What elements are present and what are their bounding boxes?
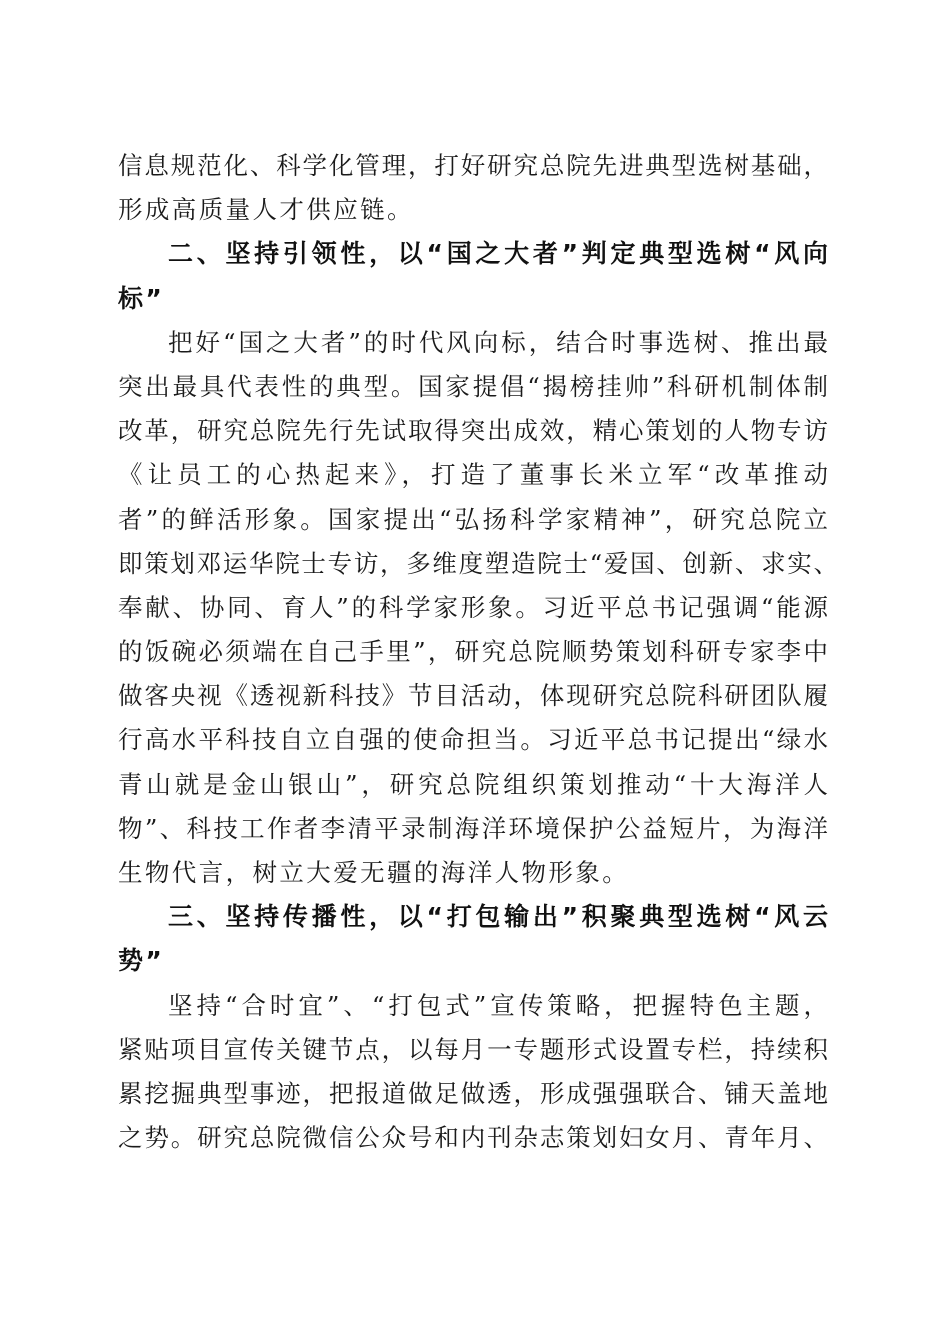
section-heading-continuation: 标”: [118, 283, 165, 313]
section-heading: 二、坚持引领性，以“国之大者”判定典型选树“风向: [168, 239, 828, 269]
paragraph-line: 累挖掘典型事迹，把报道做足做透，形成强强联合、铺天盖地: [118, 1078, 828, 1108]
paragraph-line: 紧贴项目宣传关键节点，以每月一专题形式设置专栏，持续积: [118, 1034, 828, 1064]
paragraph-line: 物”、科技工作者李清平录制海洋环境保护公益短片，为海洋: [118, 813, 828, 843]
paragraph-line: 做客央视《透视新科技》节目活动，体现研究总院科研团队履: [118, 681, 828, 711]
paragraph-line: 形成高质量人才供应链。: [118, 195, 414, 225]
paragraph-line: 即策划邓运华院士专访，多维度塑造院士“爱国、创新、求实、: [118, 548, 838, 578]
paragraph-line: 《让员工的心热起来》，打造了董事长米立军“改革推动: [118, 460, 828, 490]
paragraph-line: 行高水平科技自立自强的使命担当。习近平总书记提出“绿水: [118, 725, 828, 755]
section-heading-continuation: 势”: [118, 946, 165, 976]
paragraph-line: 之势。研究总院微信公众号和内刊杂志策划妇女月、青年月、: [118, 1123, 828, 1153]
paragraph-line: 奉献、协同、育人”的科学家形象。习近平总书记强调“能源: [118, 592, 828, 622]
document-body: [118, 144, 838, 1160]
paragraph-line: 的饭碗必须端在自己手里”，研究总院顺势策划科研专家李中: [118, 637, 828, 667]
paragraph-line: 者”的鲜活形象。国家提出“弘扬科学家精神”，研究总院立: [118, 504, 828, 534]
paragraph-line: 突出最具代表性的典型。国家提倡“揭榜挂帅”科研机制体制: [118, 371, 828, 401]
paragraph-line: 把好“国之大者”的时代风向标，结合时事选树、推出最: [168, 327, 828, 357]
section-heading: 三、坚持传播性，以“打包输出”积聚典型选树“风云: [168, 902, 828, 932]
paragraph-line: 坚持“合时宜”、“打包式”宣传策略，把握特色主题，: [168, 990, 828, 1020]
paragraph-line: 改革，研究总院先行先试取得突出成效，精心策划的人物专访: [118, 416, 828, 446]
paragraph-line: 信息规范化、科学化管理，打好研究总院先进典型选树基础，: [118, 151, 828, 180]
paragraph-line: 青山就是金山银山”，研究总院组织策划推动“十大海洋人: [118, 769, 828, 799]
paragraph-line: 生物代言，树立大爱无疆的海洋人物形象。: [118, 858, 630, 887]
